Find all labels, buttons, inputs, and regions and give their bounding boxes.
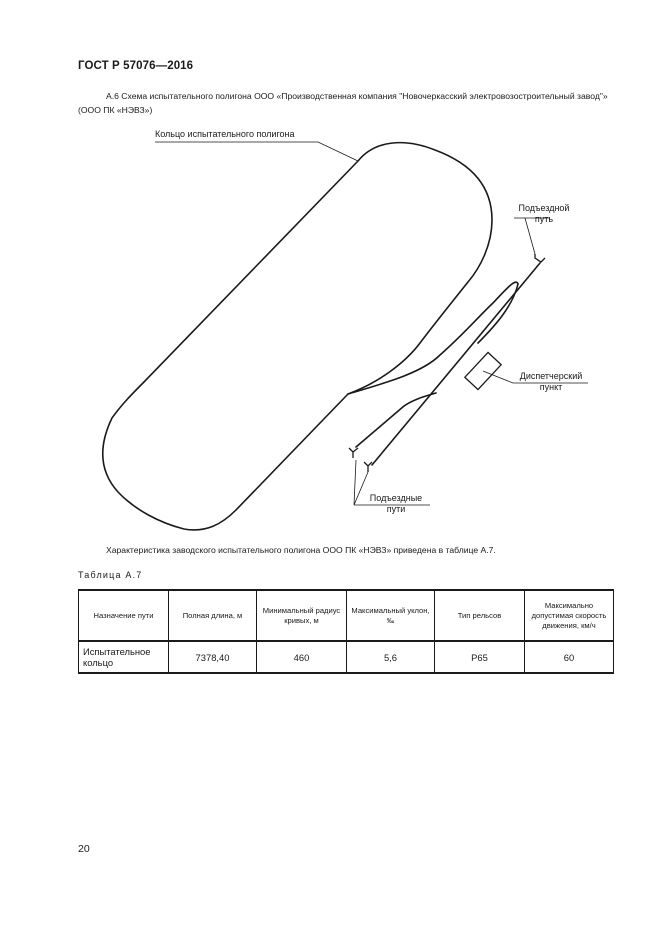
access-track-top-label: [510, 203, 578, 225]
table-cell: 460: [257, 641, 347, 673]
access-track-top-label-line1: Подъездной: [518, 203, 570, 213]
buffer-stop-bottom-right: [364, 462, 372, 472]
table-header-row: [79, 590, 614, 641]
buffer-stop-bottom-left: [349, 448, 358, 458]
dispatch-point-label: [512, 371, 590, 393]
table-reference-note: Характеристика заводского испытательного полигона ООО ПК «НЭВЗ» приведена в таблице А.7.: [106, 545, 496, 555]
test-ring-track: [103, 143, 492, 530]
table-header-cell: Назначение пути: [79, 590, 169, 641]
table-caption: Таблица А.7: [78, 570, 143, 580]
access-tracks-bottom-label-line2: пути: [386, 504, 406, 514]
characteristics-table: [78, 589, 614, 674]
access-tracks-bottom-label: [360, 493, 432, 515]
table-header-cell: Минимальный радиус кривых, м: [257, 590, 347, 641]
table-header-cell: Полная длина, м: [169, 590, 257, 641]
table-row: [79, 641, 614, 673]
ring-inner-connector: [348, 282, 518, 394]
table-cell: 5,6: [347, 641, 435, 673]
document-header: ГОСТ Р 57076—2016: [78, 60, 194, 72]
table-cell: 60: [525, 641, 614, 673]
table-cell: 7378,40: [169, 641, 257, 673]
table-cell: Испытательное кольцо: [79, 641, 169, 673]
table-header-cell: Тип рельсов: [435, 590, 525, 641]
figure-caption: А.6 Схема испытательного полигона ООО «Производственная компания "Новочеркасский электровозостроительный завод"» (ООО ПК «НЭВЗ»): [78, 91, 608, 115]
leader-ring: [155, 142, 358, 161]
buffer-stop-top: [535, 254, 545, 262]
table-header-cell: Максимально допустимая скорость движения, км/ч: [525, 590, 614, 641]
dispatch-point-label-line1: Диспетчерский: [519, 371, 583, 381]
ring-label: Кольцо испытательного полигона: [155, 129, 295, 139]
dispatch-point-label-line2: пункт: [539, 382, 563, 392]
access-track-branch: [356, 393, 436, 447]
table-cell: Р65: [435, 641, 525, 673]
access-track-top-label-line2: путь: [534, 214, 554, 224]
page-number: 20: [78, 843, 90, 855]
table-header-cell: Максимальный уклон, ‰: [347, 590, 435, 641]
access-tracks-bottom-label-line1: Подъездные: [369, 493, 423, 503]
